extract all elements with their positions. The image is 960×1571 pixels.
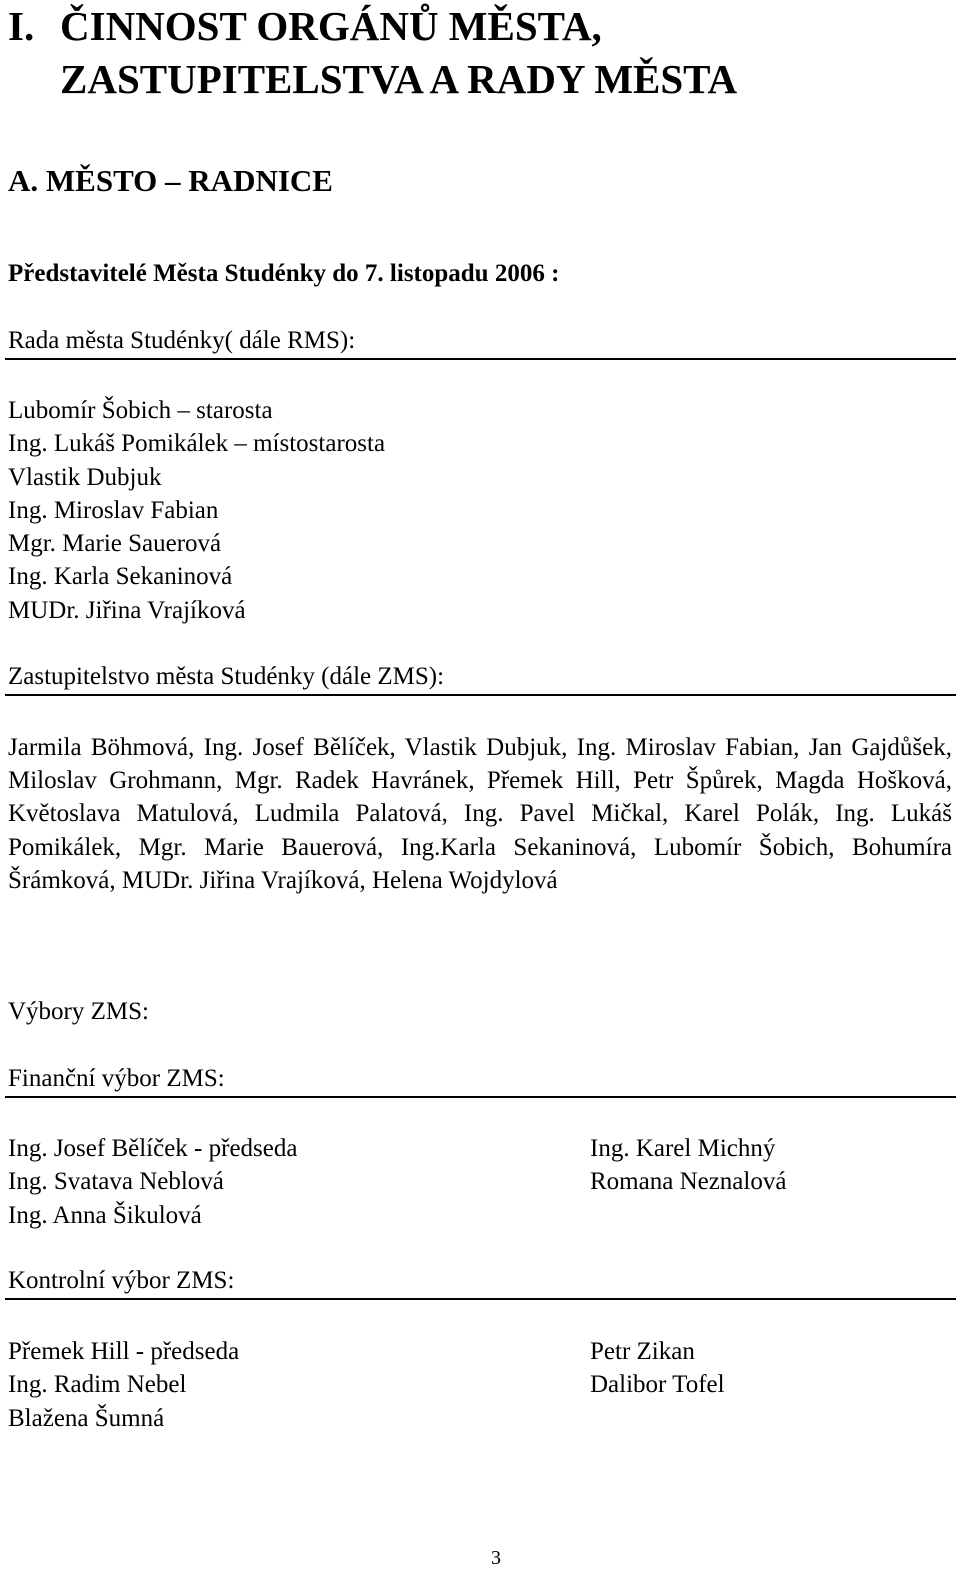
control-committee-right-column [590, 1335, 725, 1402]
list-item: Dalibor Tofel [590, 1371, 725, 1399]
chapter-title-line2: ZASTUPITELSTVA A RADY MĚSTA [60, 56, 738, 102]
chapter-title-line1: ČINNOST ORGÁNŮ MĚSTA, [60, 3, 602, 49]
assembly-member-paragraph: Jarmila Böhmová, Ing. Josef Bělíček, Vlastik Dubjuk, Ing. Miroslav Fabian, Jan Gajdůšek, Miloslav Grohmann, Mgr. Radek Havránek, Přemek Hill, Petr Špůrek, Magda Hošková, Květoslava Matulová, Ludmila Palatová, Ing. Pavel Mičkal, Karel Polák, Ing. Lukáš Pomikálek, Mgr. Marie Bauerová, Ing.Karla Sekaninová, Lubomír Šobich, Bohumíra Šrámková, MUDr. Jiřina Vrajíková, Helena Wojdylová [8, 734, 952, 894]
council-member-list [8, 394, 385, 627]
chapter-number: I. [8, 3, 35, 49]
finance-committee-left-column [8, 1132, 297, 1232]
list-item: Lubomír Šobich – starosta [8, 397, 273, 424]
finance-committee-right-column [590, 1132, 786, 1199]
finance-committee-title: Finanční výbor ZMS: [8, 1065, 225, 1092]
list-item: Ing. Josef Bělíček - předseda [8, 1135, 298, 1162]
section-title: A. MĚSTO – RADNICE [8, 163, 333, 198]
list-item: Ing. Radim Nebel [8, 1371, 187, 1399]
list-item: Ing. Karel Michný [590, 1135, 776, 1162]
assembly-title-rule [5, 694, 956, 696]
chapter-heading [8, 2, 602, 50]
council-title: Rada města Studénky( dále RMS): [8, 327, 356, 354]
committees-title: Výbory ZMS: [8, 998, 149, 1025]
list-item: Ing. Karla Sekaninová [8, 563, 233, 591]
council-title-rule [5, 358, 956, 360]
control-committee-rule [5, 1298, 956, 1300]
finance-committee-rule [5, 1096, 956, 1098]
list-item: Ing. Lukáš Pomikálek – místostarosta [8, 430, 386, 458]
list-item: Ing. Anna Šikulová [8, 1201, 202, 1229]
list-item: Petr Zikan [590, 1338, 695, 1365]
representatives-title: Představitelé Města Studénky do 7. listopadu 2006 : [8, 260, 560, 287]
control-committee-left-column [8, 1335, 239, 1435]
list-item: Mgr. Marie Sauerová [8, 530, 222, 558]
list-item: MUDr. Jiřina Vrajíková [8, 596, 246, 624]
assembly-title: Zastupitelstvo města Studénky (dále ZMS): [8, 663, 445, 690]
page-number: 3 [491, 1547, 501, 1569]
list-item: Blažena Šumná [8, 1404, 165, 1432]
list-item: Ing. Miroslav Fabian [8, 496, 219, 524]
list-item: Přemek Hill - předseda [8, 1338, 240, 1365]
control-committee-title: Kontrolní výbor ZMS: [8, 1267, 235, 1294]
list-item: Vlastik Dubjuk [8, 463, 162, 491]
list-item: Romana Neznalová [590, 1168, 787, 1196]
list-item: Ing. Svatava Neblová [8, 1168, 224, 1196]
